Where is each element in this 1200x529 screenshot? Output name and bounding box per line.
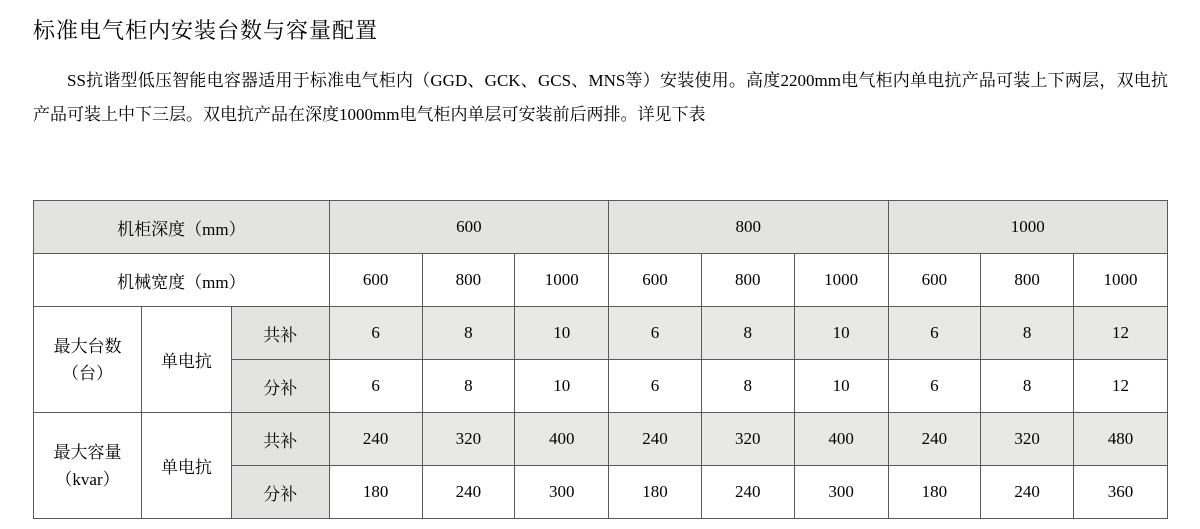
- max-count-cell: 6: [609, 360, 702, 413]
- cabinet-width-cell: 600: [888, 254, 981, 307]
- max-count-cell: 8: [701, 360, 794, 413]
- max-capacity-cell: 240: [981, 466, 1074, 519]
- cabinet-width-cell: 800: [701, 254, 794, 307]
- max-capacity-cell: 300: [515, 466, 609, 519]
- max-capacity-cell: 300: [794, 466, 888, 519]
- cabinet-width-cell: 800: [422, 254, 515, 307]
- max-capacity-reactor: 单电抗: [142, 413, 232, 519]
- max-count-label: [34, 307, 142, 413]
- cabinet-width-label: 机械宽度（mm）: [34, 254, 330, 307]
- max-capacity-cell: 240: [701, 466, 794, 519]
- max-capacity-label-line2: （kvar）: [55, 469, 120, 489]
- max-capacity-cell: 360: [1074, 466, 1168, 519]
- max-capacity-cell: 180: [609, 466, 702, 519]
- max-count-cell: 12: [1074, 307, 1168, 360]
- max-count-cell: 10: [515, 307, 609, 360]
- max-count-cell: 8: [981, 360, 1074, 413]
- max-count-cell: 6: [329, 307, 422, 360]
- max-capacity-cell: 180: [888, 466, 981, 519]
- page-title: 标准电气柜内安装台数与容量配置: [33, 18, 379, 43]
- max-capacity-label: [34, 413, 142, 519]
- max-capacity-label-line1: 最大容量: [53, 442, 122, 462]
- max-count-cell: 6: [329, 360, 422, 413]
- table-row: [34, 254, 1168, 307]
- max-capacity-cell: 240: [888, 413, 981, 466]
- max-count-type-common: 共补: [231, 307, 329, 360]
- max-capacity-type-common: 共补: [231, 413, 329, 466]
- table-row: [34, 413, 1168, 466]
- max-capacity-cell: 240: [422, 466, 515, 519]
- max-count-label-line1: 最大台数: [53, 336, 122, 356]
- max-count-cell: 6: [609, 307, 702, 360]
- table-row: [34, 307, 1168, 360]
- cabinet-depth-1000: 1000: [888, 201, 1168, 254]
- max-count-cell: 8: [422, 307, 515, 360]
- cabinet-depth-600: 600: [329, 201, 608, 254]
- cabinet-width-cell: 1000: [515, 254, 609, 307]
- max-capacity-cell: 480: [1074, 413, 1168, 466]
- max-capacity-cell: 180: [329, 466, 422, 519]
- max-count-cell: 8: [701, 307, 794, 360]
- max-count-cell: 8: [422, 360, 515, 413]
- cabinet-width-cell: 1000: [794, 254, 888, 307]
- cabinet-width-cell: 600: [609, 254, 702, 307]
- max-count-cell: 8: [981, 307, 1074, 360]
- max-count-cell: 6: [888, 360, 981, 413]
- max-count-cell: 12: [1074, 360, 1168, 413]
- cabinet-width-cell: 800: [981, 254, 1074, 307]
- max-count-type-separate: 分补: [231, 360, 329, 413]
- max-capacity-cell: 320: [701, 413, 794, 466]
- cabinet-depth-label: 机柜深度（mm）: [34, 201, 330, 254]
- max-count-reactor: 单电抗: [142, 307, 232, 413]
- max-capacity-cell: 240: [609, 413, 702, 466]
- max-capacity-cell: 400: [515, 413, 609, 466]
- max-count-cell: 10: [794, 307, 888, 360]
- cabinet-width-cell: 600: [329, 254, 422, 307]
- max-capacity-cell: 320: [422, 413, 515, 466]
- max-count-label-line2: （台）: [62, 363, 114, 383]
- max-count-cell: 10: [794, 360, 888, 413]
- cabinet-width-cell: 1000: [1074, 254, 1168, 307]
- intro-paragraph: SS抗谐型低压智能电容器适用于标准电气柜内（GGD、GCK、GCS、MNS等）安装使用。高度2200mm电气柜内单电抗产品可装上下两层，双电抗产品可装上中下三层。双电抗产品在深度1000mm电气柜内单层可安装前后两排。详见下表: [33, 71, 1168, 124]
- max-capacity-cell: 240: [329, 413, 422, 466]
- max-capacity-cell: 400: [794, 413, 888, 466]
- cabinet-depth-800: 800: [609, 201, 888, 254]
- max-capacity-type-separate: 分补: [231, 466, 329, 519]
- max-count-cell: 6: [888, 307, 981, 360]
- max-capacity-cell: 320: [981, 413, 1074, 466]
- max-count-cell: 10: [515, 360, 609, 413]
- table-row: [34, 201, 1168, 254]
- spec-table: [33, 200, 1168, 519]
